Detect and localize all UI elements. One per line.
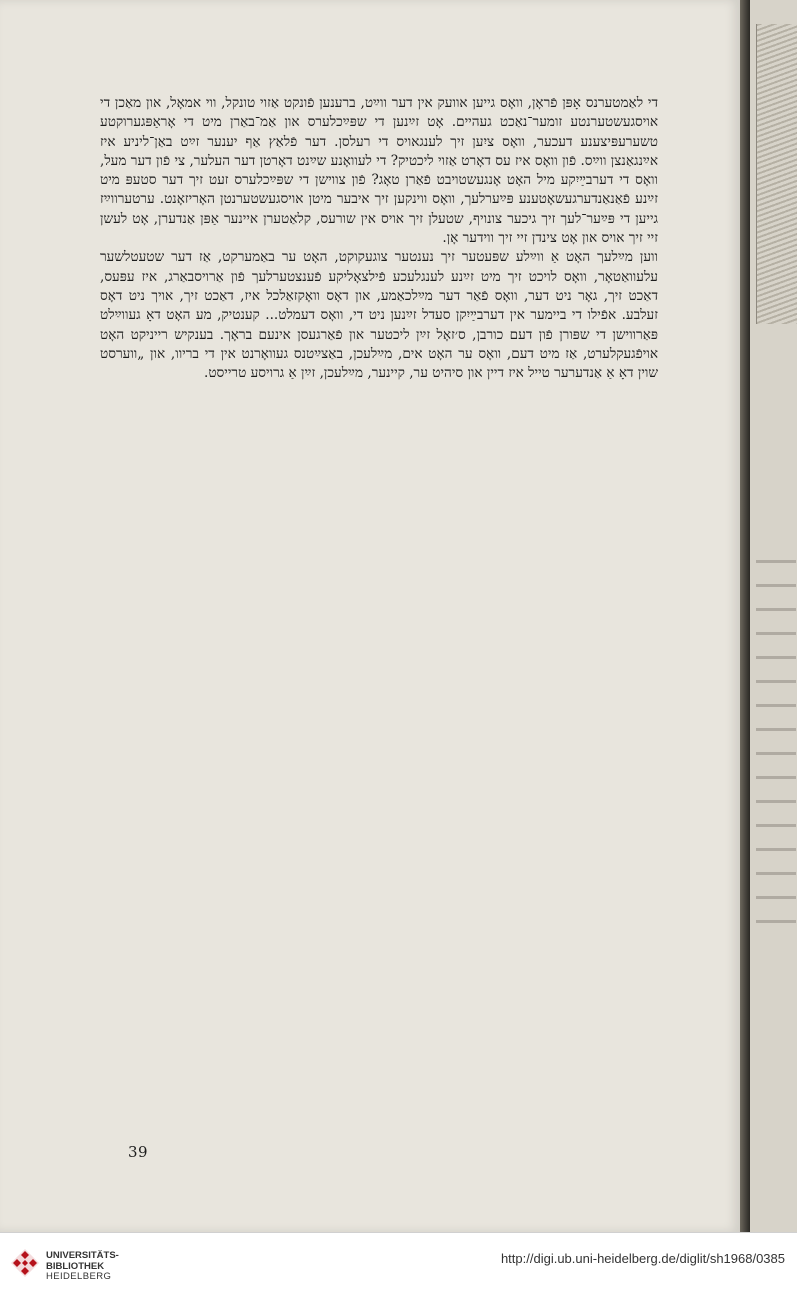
permalink-url[interactable]: http://digi.ub.uni-heidelberg.de/diglit/sh1968/0385 (500, 1251, 785, 1266)
institution-line: BIBLIOTHEK (46, 1260, 105, 1272)
page-number: 39 (128, 1143, 149, 1161)
university-library-logo-icon[interactable] (10, 1248, 40, 1278)
paragraph: ווען מײַלעך האָט אַ ווײַלע שפּעטער זיך נענטער צוגעקוקט, האָט ער באַמערקט, אַז דער שטעטלשער עלעוואַטאָר, וואָס לויכט זיך מיט זײַנע לענגלעכע פֿילצאָליקע פֿענצטערלעך פֿון אַרויסבאַרג, איז עפּעס, דאַכט זיך, גאָר ניט דער, וואָס פֿאַר דער מײַלכאַמע, און דאָס וואָקזאַלכל איז, דאַכט זיך, אויך ניט דאָס זעלבע. אפֿילו די ביימער אין דערבײַיִקן סעדל זײַנען ניט די, וואָס דעמלט... קענטיק, מע האָט דאָ געווײַלט פּאַרווישן די שפּורן פֿון דעם כורבן, ס׳זאָל זײַן ליכטער און פֿאַרגעסן אינעם בראָך. בענקיש רייניקט האָט אויפֿגעקלערט, אַז מיט דעם, וואָס ער האָט אים, מײַלעכן, באַצײַטנס געוואָרנט אין די בריוו, און „ווערסט שוין דאָ אַ אַנדערער טייל איז דיין און סיהיט ער, קיינער, מײַלעכן, זײַן אַ גרויסע טרייסט. (100, 249, 658, 382)
facing-page-edge (750, 0, 797, 1232)
body-text (100, 94, 658, 383)
institution-line: HEIDELBERG (46, 1271, 112, 1282)
facing-text-lines (756, 560, 796, 944)
book-spine (740, 0, 750, 1232)
institution-name[interactable] (46, 1251, 119, 1283)
facing-illustration (756, 24, 797, 324)
institution-line: UNIVERSITÄTS- (46, 1250, 119, 1261)
paragraph: די לאַמטערנס אָפּן פֿראָן, וואָס גייען אוועק אין דער ווײַט, ברענען פֿונקט אַזוי טונקל, ווי אמאָל, און מאַכן די אויסגעשטערנטע זומער־נאַכט געהיים. אָט זײַנען די שפּײַכלערס און אַמ־באַרן מיט די אָראַפּגערוקטע טשערעפּיצענע דעכער, וואָס ציִען זיך לענגאויס די רעלסן. דער פֿלאַץ אַף יענער זײַט באַן־ליניע איז אײַנגאַנצן ווײַס. פֿון וואָס איז עס דאָרט אַזוי ליכטיק? די לעוואָנע שײַנט דאָרטן דער העלער, צי פֿון דער מעל, וואָס די דערבײַיִקע מיל האָט אָנגעשטויבט פֿאַרן טאָג? פֿון צווישן די שפּײַכלערס זעט זיך דער סטעפּ מיט זײַנע פֿאַנאַנדערגעשאָטענע פּײַערלעך, וואָס ווינקען זיך איבער מיטן אויסגעשטערנטן האָריזאָנט. ערטערווײַז גייען די פּײַער־לעך זיך גיכער צונויף, שטעלן זיך אויס אין שורעס, קלאַטערן איינער אַפּן אַנדערן, אָט לעשן זיי זיך אויס און אָט צינדן זיי זיך ווידער אָן. (100, 95, 658, 247)
